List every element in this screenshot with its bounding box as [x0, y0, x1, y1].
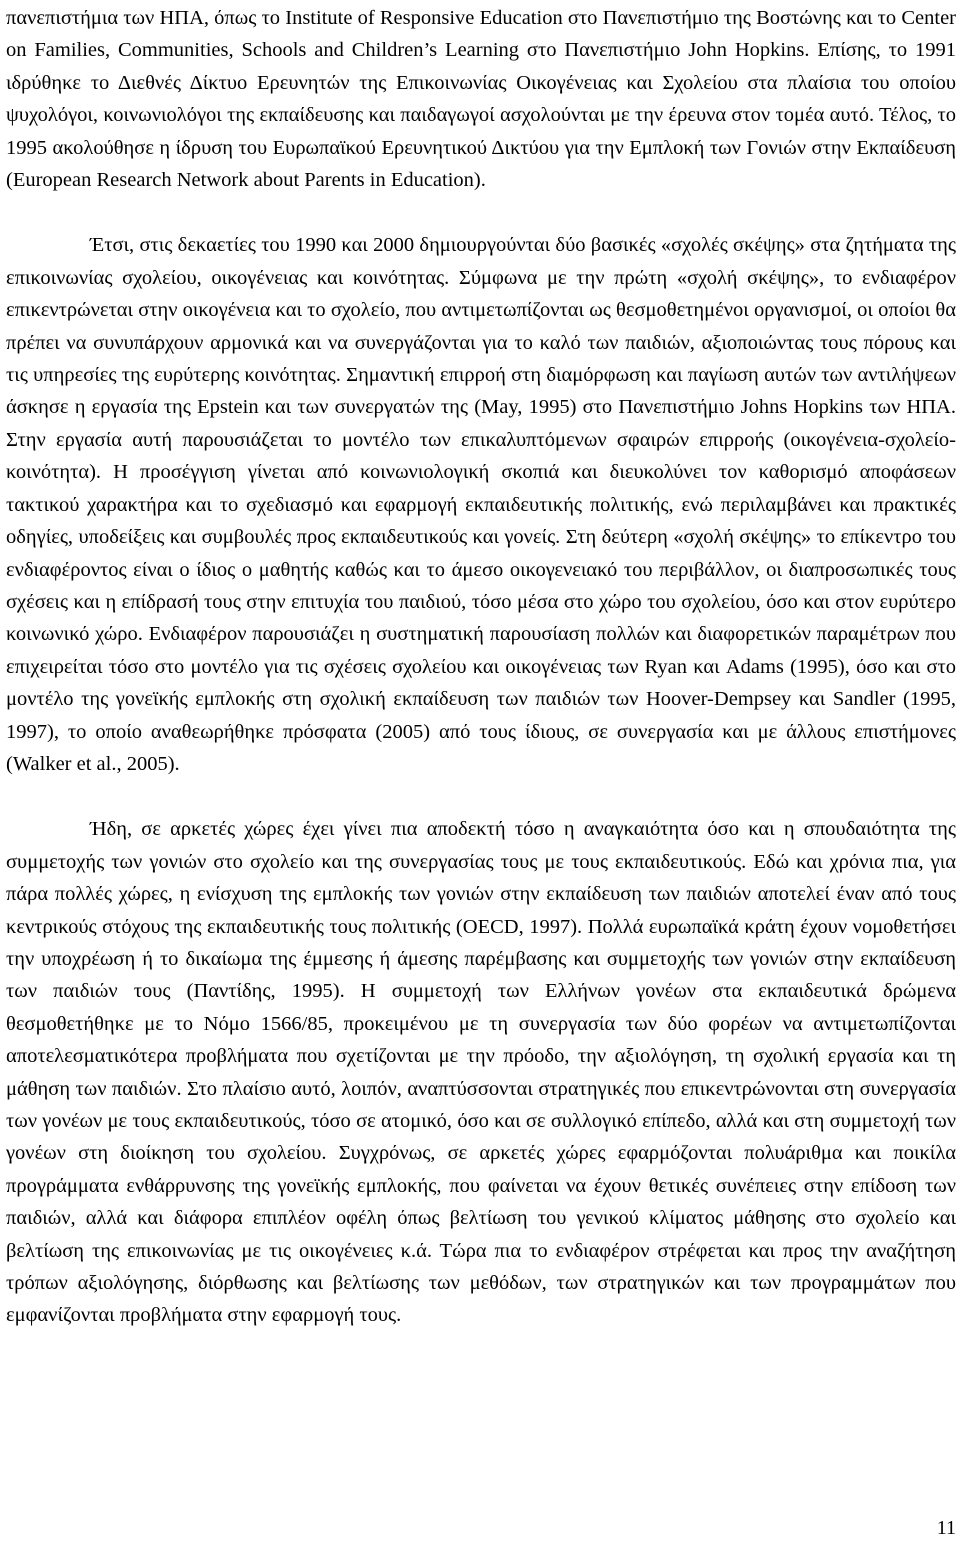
body-text [6, 2, 956, 1332]
paragraph-1: πανεπιστήμια των ΗΠΑ, όπως το Institute of Responsive Education στο Πανεπιστήμιο της Βοστώνης και το Center on Families, Communities, Schools and Children’s Learning στο Πανεπιστήμιο John Hopkins. Επίσης, το 1991 ιδρύθηκε το Διεθνές Δίκτυο Ερευνητών της Επικοινωνίας Οικογένειας και Σχολείου στα πλαίσια του οποίου ψυχολόγοι, κοινωνιολόγοι της εκπαίδευσης και παιδαγωγοί ασχολούνται με την έρευνα στον τομέα αυτό. Τέλος, το 1995 ακολούθησε η ίδρυση του Ευρωπαϊκού Ερευνητικού Δικτύου για την Εμπλοκή των Γονιών στην Εκπαίδευση (European Research Network about Parents in Education). [6, 7, 956, 192]
paragraph-3: Ήδη, σε αρκετές χώρες έχει γίνει πια αποδεκτή τόσο η αναγκαιότητα όσο και η σπουδαιότητα της συμμετοχής των γονιών στο σχολείο και της συνεργασίας τους με τους εκπαιδευτικούς. Εδώ και χρόνια πια, για πάρα πολλές χώρες, η ενίσχυση της εμπλοκής των γονιών στην εκπαίδευση των παιδιών αποτελεί έναν από τους κεντρικούς στόχους της εκπαιδευτικής τους πολιτικής (OECD, 1997). Πολλά ευρωπαϊκά κράτη έχουν νομοθετήσει την υποχρέωση ή το δικαίωμα της έμμεσης ή άμεσης παρέμβασης και συμμετοχής των γονιών στην εκπαίδευση των παιδιών τους (Παντίδης, 1995). Η συμμετοχή των Ελλήνων γονέων στα εκπαιδευτικά δρώμενα θεσμοθετήθηκε με το Νόμο 1566/85, προκειμένου με τη συνεργασία των δύο φορέων να αντιμετωπίζονται αποτελεσματικότερα προβλήματα που σχετίζονται με την πρόοδο, την αξιολόγηση, τη σχολική εργασία και τη μάθηση των παιδιών. Στο πλαίσιο αυτό, λοιπόν, αναπτύσσονται στρατηγικές που επικεντρώνονται στη συνεργασία των γονέων με τους εκπαιδευτικούς, τόσο σε ατομικό, όσο και σε συλλογικό επίπεδο, αλλά και στη συμμετοχή των γονέων στη διοίκηση του σχολείου. Συγχρόνως, σε αρκετές χώρες εφαρμόζονται πολυάριθμα και ποικίλα προγράμματα ενθάρρυνσης της γονεϊκής εμπλοκής, που φαίνεται να έχουν θετικές συνέπειες στην επίδοση των παιδιών, αλλά και διάφορα επιπλέον οφέλη όπως βελτίωση του γενικού κλίματος μάθησης στο σχολείο και βελτίωση της επικοινωνίας με τις οικογένειες κ.ά. Τώρα πια το ενδιαφέρον στρέφεται και προς την αναζήτηση τρόπων αξιολόγησης, διόρθωσης και βελτίωσης των μεθόδων, των στρατηγικών και των προγραμμάτων που εμφανίζονται προβλήματα στην εφαρμογή τους. [6, 818, 956, 1327]
paragraph-spacer [6, 196, 956, 229]
paragraph-2: Έτσι, στις δεκαετίες του 1990 και 2000 δημιουργούνται δύο βασικές «σχολές σκέψης» στα ζητήματα της επικοινωνίας σχολείου, οικογένειας και κοινότητας. Σύμφωνα με την πρώτη «σχολή σκέψης», το ενδιαφέρον επικεντρώνεται στην οικογένεια και το σχολείο, που αντιμετωπίζονται ως θεσμοθετημένοι οργανισμοί, οι οποίοι θα πρέπει να συνυπάρχουν αρμονικά και να συνεργάζονται για το καλό των παιδιών, αξιοποιώντας τους πόρους και τις υπηρεσίες της ευρύτερης κοινότητας. Σημαντική επιρροή στη διαμόρφωση και παγίωση αυτών των αντιλήψεων άσκησε η εργασία της Epstein και των συνεργατών της (May, 1995) στο Πανεπιστήμιο Johns Hopkins των ΗΠΑ. Στην εργασία αυτή παρουσιάζεται το μοντέλο των επικαλυπτόμενων σφαιρών επιρροής (οικογένεια-σχολείο-κοινότητα). Η προσέγγιση γίνεται από κοινωνιολογική σκοπιά και διευκολύνει τον καθορισμό αποφάσεων τακτικού χαρακτήρα και το σχεδιασμό και εφαρμογή εκπαιδευτικής πολιτικής, ενώ περιλαμβάνει και πρακτικές οδηγίες, υποδείξεις και συμβουλές προς εκπαιδευτικούς και γονείς. Στη δεύτερη «σχολή σκέψης» το επίκεντρο του ενδιαφέροντος είναι ο ίδιος ο μαθητής καθώς και το άμεσο οικογενειακό του περιβάλλον, οι διαπροσωπικές τους σχέσεις και η επίδρασή τους στην επιτυχία του παιδιού, τόσο μέσα στο χώρο του σχολείου, όσο και στον ευρύτερο κοινωνικό χώρο. Ενδιαφέρον παρουσιάζει η συστηματική παρουσίαση πολλών και διαφορετικών παραμέτρων που επιχειρείται τόσο στο μοντέλο για τις σχέσεις σχολείου και οικογένειας των Ryan και Adams (1995), όσο και στο μοντέλο της γονεϊκής εμπλοκής στη σχολική εκπαίδευση των παιδιών των Hoover-Dempsey και Sandler (1995, 1997), το οποίο αναθεωρήθηκε πρόσφατα (2005) από τους ίδιους, σε συνεργασία και με άλλους επιστήμονες (Walker et al., 2005). [6, 234, 956, 775]
paragraph-spacer [6, 780, 956, 813]
page-number: 11 [936, 1517, 956, 1539]
